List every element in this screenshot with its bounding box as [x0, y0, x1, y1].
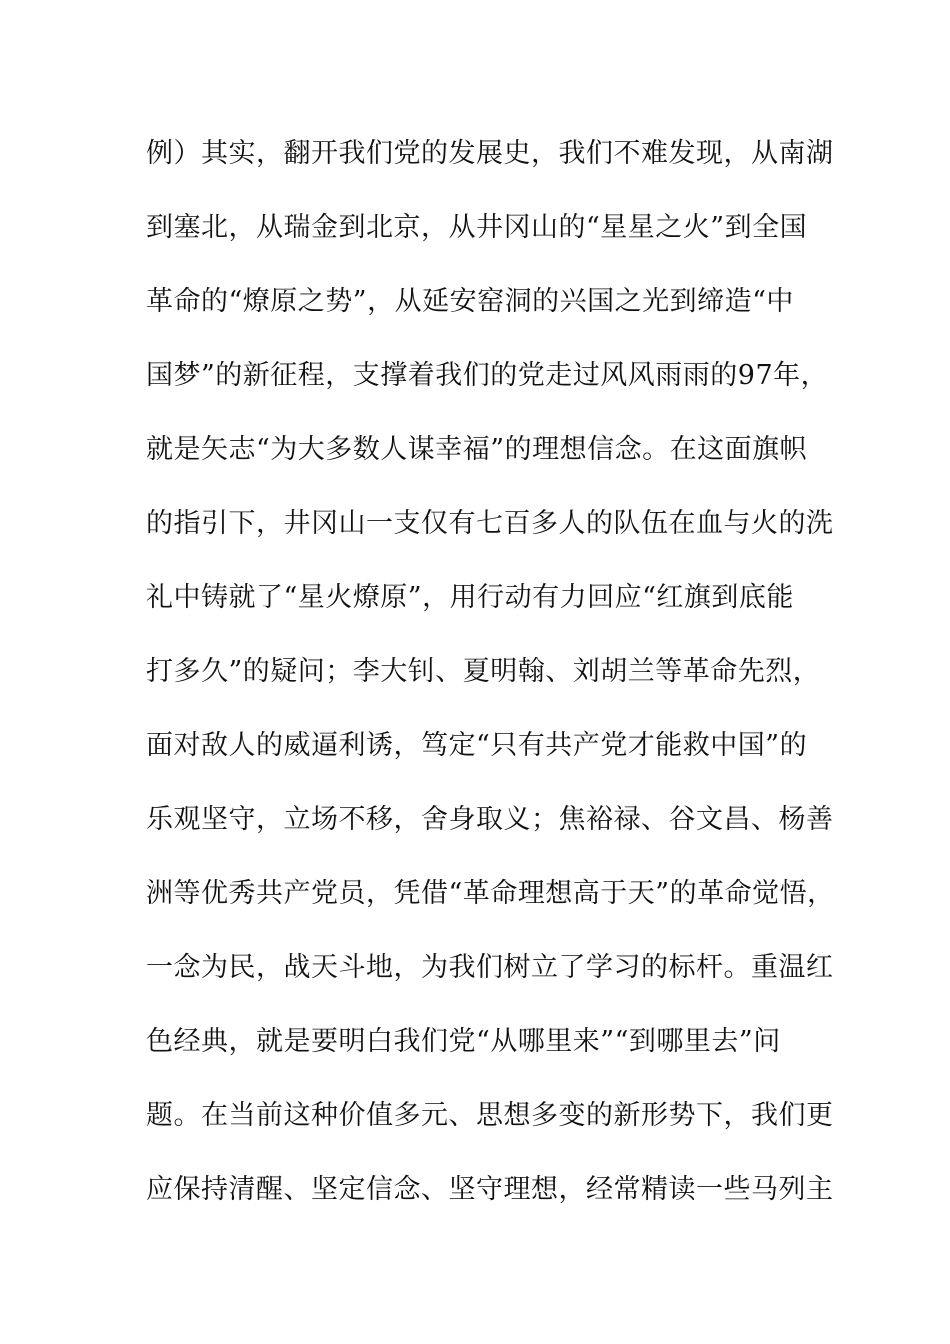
text-line-6: 的指引下，井冈山一支仅有七百多人的队伍在血与火的洗 — [146, 508, 834, 539]
text-line-13: 色经典，就是要明白我们党“从哪里来”“到哪里去”问 — [146, 1026, 781, 1057]
text-line-2: 到塞北，从瑞金到北京，从井冈山的“星星之火”到全国 — [146, 212, 808, 243]
text-line-11: 洲等优秀共产党员，凭借“革命理想高于天”的革命觉悟， — [146, 878, 835, 909]
text-line-12: 一念为民，战天斗地，为我们树立了学习的标杆。重温红 — [146, 952, 834, 983]
text-line-10: 乐观坚守，立场不移，舍身取义；焦裕禄、谷文昌、杨善 — [146, 804, 834, 835]
text-line-4: 国梦”的新征程，支撑着我们的党走过风风雨雨的97年， — [146, 360, 829, 391]
text-line-7: 礼中铸就了“星火燎原”，用行动有力回应“红旗到底能 — [146, 582, 794, 613]
body-text — [146, 128, 835, 1238]
text-line-14: 题。在当前这种价值多元、思想多变的新形势下，我们更 — [146, 1100, 834, 1131]
text-line-3: 革命的“燎原之势”，从延安窑洞的兴国之光到缔造“中 — [146, 286, 794, 317]
text-line-8: 打多久”的疑问；李大钊、夏明翰、刘胡兰等革命先烈， — [146, 656, 821, 687]
text-line-9: 面对敌人的威逼利诱，笃定“只有共产党才能救中国”的 — [146, 730, 808, 761]
text-line-5: 就是矢志“为大多数人谋幸福”的理想信念。在这面旗帜 — [146, 434, 808, 465]
text-line-1: 例）其实，翻开我们党的发展史，我们不难发现，从南湖 — [146, 138, 834, 169]
text-line-15: 应保持清醒、坚定信念、坚守理想，经常精读一些马列主 — [146, 1174, 834, 1205]
